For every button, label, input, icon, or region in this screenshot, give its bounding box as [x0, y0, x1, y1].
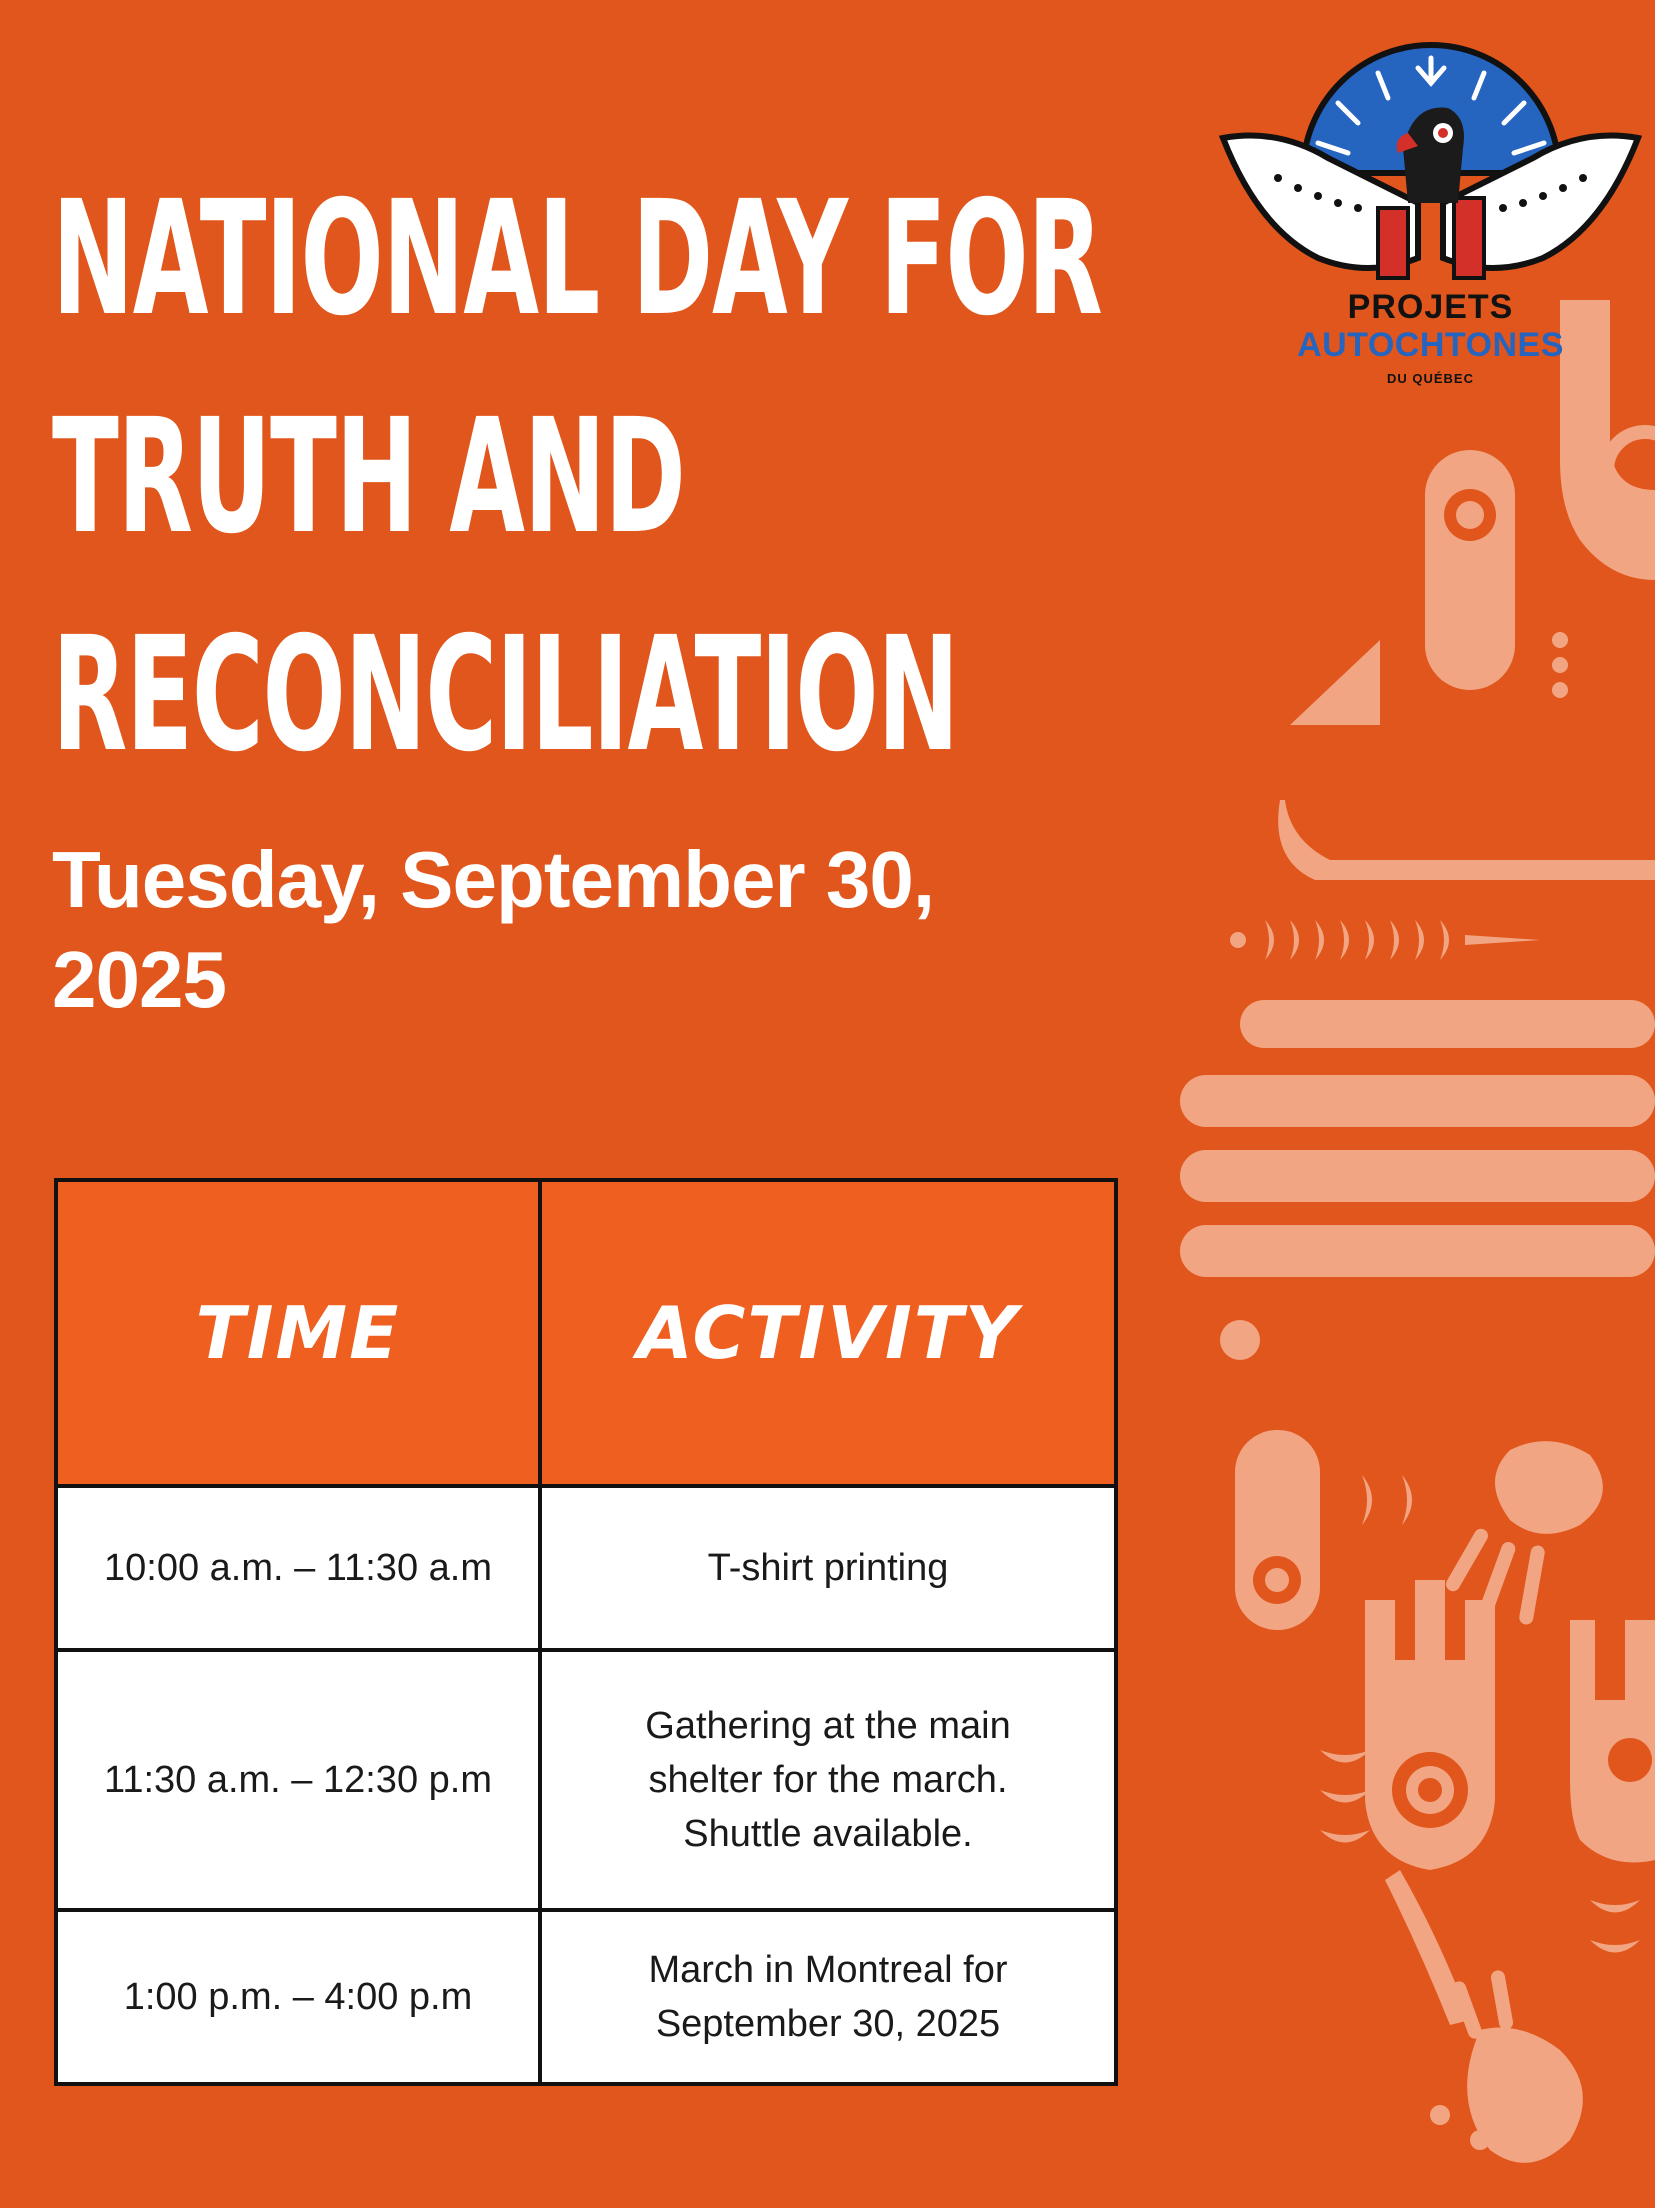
time-cell: 1:00 p.m. – 4:00 p.m	[56, 1910, 540, 2084]
activity-line: shelter for the march.	[648, 1759, 1008, 1801]
finger-shape	[1180, 1150, 1655, 1202]
finger-shape	[1240, 1000, 1655, 1048]
event-date: Tuesday, September 30, 2025	[52, 835, 935, 1024]
oval-shape	[1425, 450, 1515, 690]
activity-cell	[540, 1910, 1116, 2084]
time-column-header: TIME	[56, 1180, 540, 1486]
table-header-row	[56, 1180, 1116, 1486]
activity-line: Gathering at the main	[645, 1705, 1011, 1747]
handprint-shape	[1495, 1441, 1603, 1534]
activity-line: September 30, 2025	[655, 2003, 1001, 2045]
activity-column-header: ACTIVITY	[540, 1180, 1116, 1486]
activity-line: March in Montreal for	[648, 1949, 1008, 1991]
table-row	[56, 1910, 1116, 2084]
finger-shape	[1180, 1225, 1655, 1277]
time-cell: 10:00 a.m. – 11:30 a.m	[56, 1486, 540, 1650]
logo-line-3: DU QUÉBEC	[1386, 371, 1474, 386]
title-line-3: RECONCILIATION	[52, 603, 959, 787]
time-cell: 11:30 a.m. – 12:30 p.m	[56, 1650, 540, 1910]
title-line-2: TRUTH AND	[52, 385, 685, 569]
activity-cell	[540, 1650, 1116, 1910]
table-row	[56, 1486, 1116, 1650]
activity-line: Shuttle available.	[683, 1813, 973, 1855]
fish-shape	[1278, 800, 1655, 880]
finger-shape	[1180, 1075, 1655, 1127]
decorative-art	[1140, 280, 1655, 2208]
schedule-table	[54, 1178, 1118, 2086]
triangle-shape	[1290, 640, 1380, 725]
title-line-1: NATIONAL DAY FOR	[52, 167, 1102, 351]
logo-line-2: AUTOCHTONES	[1297, 326, 1564, 364]
table-row	[56, 1650, 1116, 1910]
logo-line-1: PROJETS	[1347, 288, 1514, 326]
logo-wordmark	[1218, 288, 1643, 394]
activity-cell: T-shirt printing	[540, 1486, 1116, 1650]
oval-eye-center	[1456, 501, 1484, 529]
page-title	[52, 150, 1102, 804]
